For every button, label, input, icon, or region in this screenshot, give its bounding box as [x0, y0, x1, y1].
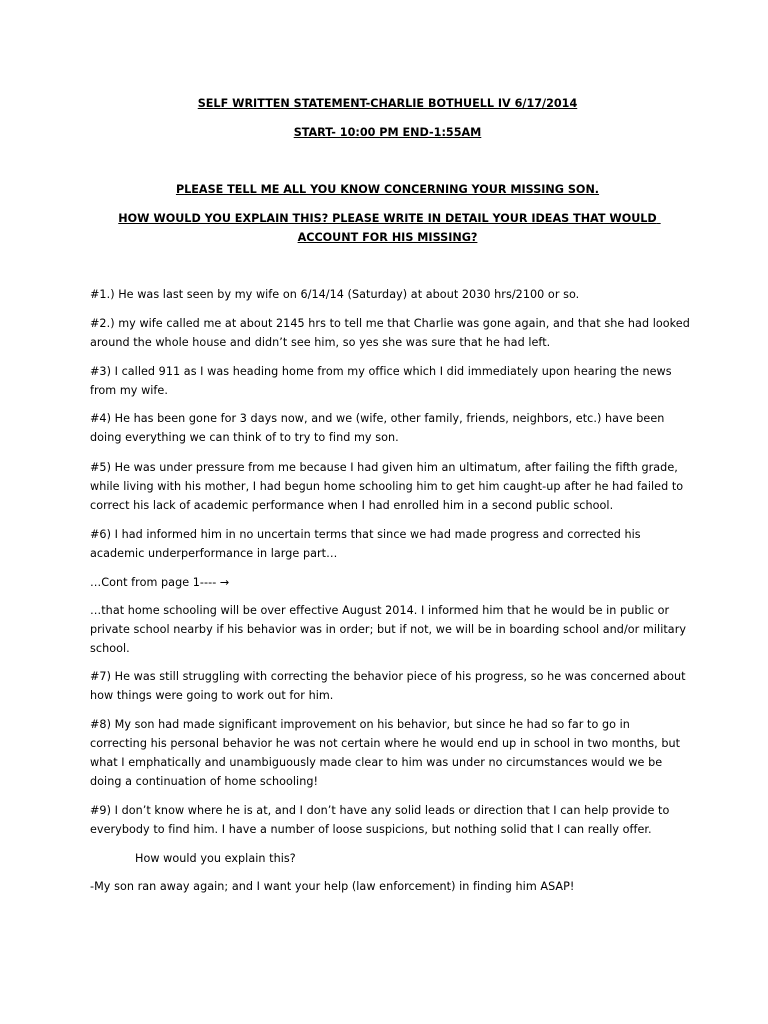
paragraph-4: #4) He has been gone for 3 days now, and we (wife, other family, friends, neighbors, etc.) have been doing everything we can think of to try to find my son. — [90, 412, 665, 444]
paragraph-2: #2.) my wife called me at about 2145 hrs to tell me that Charlie was gone again, and that she had looked around the whole house and didn’t see him, so yes she was sure that he had left. — [90, 317, 690, 349]
final-answer: -My son ran away again; and I want your help (law enforcement) in finding him ASAP! — [90, 880, 575, 893]
explain-question: How would you explain this? — [135, 852, 296, 865]
paragraph-1: #1.) He was last seen by my wife on 6/14/14 (Saturday) at about 2030 hrs/2100 or so. — [90, 288, 580, 301]
paragraph-6: #6) I had informed him in no uncertain terms that since we had made progress and corrected his academic underperformance in large part… — [90, 528, 641, 560]
statement-title: SELF WRITTEN STATEMENT-CHARLIE BOTHUELL IV 6/17/2014 — [197, 97, 578, 110]
paragraph-continued: …that home schooling will be over effective August 2014. I informed him that he would be in public or private school nearby if his behavior was in order; but if not, we will be in boarding school and/or military school. — [90, 604, 687, 655]
statement-time-range: START- 10:00 PM END-1:55AM — [293, 126, 482, 139]
question-missing-son: PLEASE TELL ME ALL YOU KNOW CONCERNING YOUR MISSING SON. — [175, 183, 600, 196]
paragraph-5: #5) He was under pressure from me because I had given him an ultimatum, after failing the fifth grade, while living with his mother, I had begun home schooling him to get him caught-up after he had failed to correct his lack of academic performance when I had enrolled him in a second public school. — [90, 461, 684, 512]
continuation-note: …Cont from page 1---- → — [90, 576, 230, 589]
paragraph-8: #8) My son had made significant improvement on his behavior, but since he had so far to go in correcting his personal behavior he was not certain where he would end up in school in two months, but what I emphatically and unambiguously made clear to him was under no circumstances would we be doing a continuation of home schooling! — [90, 718, 681, 788]
question-explain: HOW WOULD YOU EXPLAIN THIS? PLEASE WRITE IN DETAIL YOUR IDEAS THAT WOULD ACCOUNT FOR HIS MISSING? — [118, 212, 661, 244]
paragraph-7: #7) He was still struggling with correcting the behavior piece of his progress, so he was concerned about how things were going to work out for him. — [90, 670, 686, 702]
paragraph-9: #9) I don’t know where he is at, and I don’t have any solid leads or direction that I can help provide to everybody to find him. I have a number of loose suspicions, but nothing solid that I can really offer. — [90, 804, 670, 836]
paragraph-3: #3) I called 911 as I was heading home from my office which I did immediately upon hearing the news from my wife. — [90, 365, 672, 397]
